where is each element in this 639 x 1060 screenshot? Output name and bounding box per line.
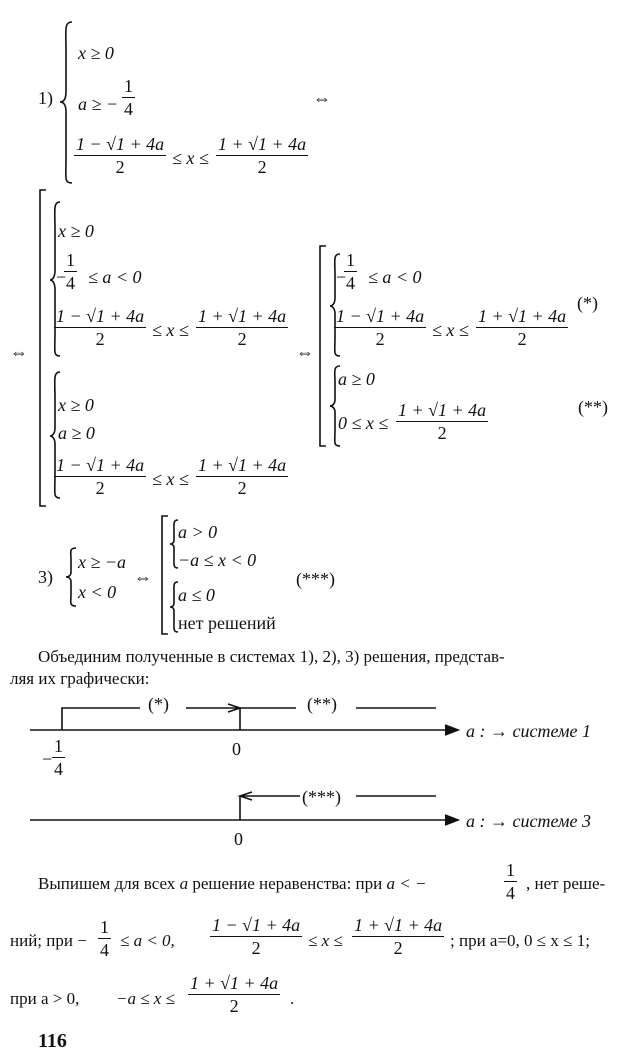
system-3-x-lt-0: x < 0 xyxy=(78,582,117,602)
equiv-symbol: ⇔ xyxy=(134,567,152,587)
system-2-right-a-ge-0: a ≥ 0 xyxy=(338,369,375,389)
paragraph-2-line-3-mid: −a ≤ x ≤ xyxy=(116,989,175,1008)
axis-arrowhead xyxy=(445,725,458,735)
graph-2-star-3: (***) xyxy=(302,787,341,807)
fraction-one-quarter: 1 4 xyxy=(124,76,133,119)
system-1-right-bound: 1 + √1 + 4a 2 xyxy=(218,134,307,177)
system-2b-x-ge-0: x ≥ 0 xyxy=(58,395,94,415)
system-2a-left-bound: 1 − √1 + 4a 2 xyxy=(56,306,145,349)
graph-1-tick-quarter: 1 4 xyxy=(54,736,63,779)
system-2-right-bound-b: 1 + √1 + 4a 2 xyxy=(398,400,487,443)
fraction-one-quarter: 1 4 xyxy=(66,250,75,293)
graph-1-star-1: (*) xyxy=(148,694,169,714)
system-3-x-ge-minus-a: x ≥ −a xyxy=(78,552,127,572)
graph-1-axis-label: a : → системе 1 xyxy=(466,721,591,741)
paragraph-2-right-bound: 1 + √1 + 4a 2 xyxy=(354,915,443,958)
paragraph-2-line-2-start: ний; при − xyxy=(10,931,87,950)
equiv-symbol: ⇔ xyxy=(313,88,331,108)
system-1-brace xyxy=(60,20,74,185)
minus-sign: − xyxy=(336,267,347,287)
fraction-one-quarter: 1 4 xyxy=(346,250,355,293)
system-1-label: 1) xyxy=(38,88,53,108)
system-3-a-le-0: a ≤ 0 xyxy=(178,585,215,605)
paragraph-1-line-1: Объединим полученные в системах 1), 2), 3) решения, представ- xyxy=(38,647,505,666)
system-2-right-left-bound: 1 − √1 + 4a 2 xyxy=(336,306,425,349)
star-3-label: (***) xyxy=(296,569,335,589)
graph-2-axis-label: a : → системе 3 xyxy=(466,811,591,831)
system-2b-right-bound: 1 + √1 + 4a 2 xyxy=(198,455,287,498)
system-1-a-ge: a ≥ − xyxy=(78,94,119,114)
interval-star-1-left xyxy=(62,708,140,730)
paragraph-2-line-2-cond: ≤ a < 0, xyxy=(120,931,175,950)
paragraph-1-line-2: ляя их графически: xyxy=(10,669,150,688)
system-2b-mid: ≤ x ≤ xyxy=(152,469,189,489)
graph-2-tick-zero-label: 0 xyxy=(234,829,243,849)
minus-sign: − xyxy=(56,267,67,287)
system-3-no-solutions: нет решений xyxy=(178,613,276,633)
system-3-brace xyxy=(66,546,78,608)
graph-1-star-2: (**) xyxy=(307,694,337,714)
system-2a-x-ge-0: x ≥ 0 xyxy=(58,221,94,241)
star-2-label: (**) xyxy=(578,397,608,417)
system-2a-a-range: ≤ a < 0 xyxy=(88,267,142,287)
system-3-minus-a-range: −a ≤ x < 0 xyxy=(178,550,257,570)
system-3-square-bracket xyxy=(160,514,170,638)
system-1-left-bound: 1 − √1 + 4a 2 xyxy=(76,134,165,177)
equiv-symbol: ⇔ xyxy=(10,342,28,362)
system-2-right-a-range: ≤ a < 0 xyxy=(368,267,422,287)
system-3-a-gt-0: a > 0 xyxy=(178,522,218,542)
system-1-x-ge-0: x ≥ 0 xyxy=(78,43,114,63)
fraction-one-quarter: 1 4 xyxy=(100,917,109,960)
system-2-right-mid: ≤ x ≤ xyxy=(432,320,469,340)
system-2-right-square-bracket xyxy=(318,244,328,450)
system-3-label: 3) xyxy=(38,567,53,587)
system-2-square-bracket xyxy=(38,188,48,510)
axis-arrowhead xyxy=(445,815,458,825)
paragraph-2-line-1: Выпишем для всех a решение неравенства: при a < − xyxy=(38,874,427,893)
fraction-one-quarter: 1 4 xyxy=(506,860,515,903)
system-2-right-right-bound: 1 + √1 + 4a 2 xyxy=(478,306,567,349)
system-2a-right-bound: 1 + √1 + 4a 2 xyxy=(198,306,287,349)
system-2b-a-ge-0: a ≥ 0 xyxy=(58,423,95,443)
graph-1-tick-minus: − xyxy=(42,749,53,769)
paragraph-2-line-3-start: при a > 0, xyxy=(10,989,80,1008)
paragraph-2-line-1-end: , нет реше- xyxy=(526,874,606,893)
system-2-right-zero-le: 0 ≤ x ≤ xyxy=(338,413,389,433)
system-1-mid: ≤ x ≤ xyxy=(172,148,209,168)
system-2b-left-bound: 1 − √1 + 4a 2 xyxy=(56,455,145,498)
graph-1-tick-zero-label: 0 xyxy=(232,739,241,759)
page-number: 116 xyxy=(38,1030,67,1052)
paragraph-2-left-bound: 1 − √1 + 4a 2 xyxy=(212,915,301,958)
equiv-symbol: ⇔ xyxy=(296,342,314,362)
paragraph-2-line-3-end: . xyxy=(290,989,295,1008)
paragraph-2-line-2-end: ; при a=0, 0 ≤ x ≤ 1; xyxy=(450,931,590,950)
system-2a-mid: ≤ x ≤ xyxy=(152,320,189,340)
paragraph-2-mid: ≤ x ≤ xyxy=(308,931,343,950)
paragraph-2-line-3-bound: 1 + √1 + 4a 2 xyxy=(190,973,279,1016)
star-1-label: (*) xyxy=(577,293,598,313)
